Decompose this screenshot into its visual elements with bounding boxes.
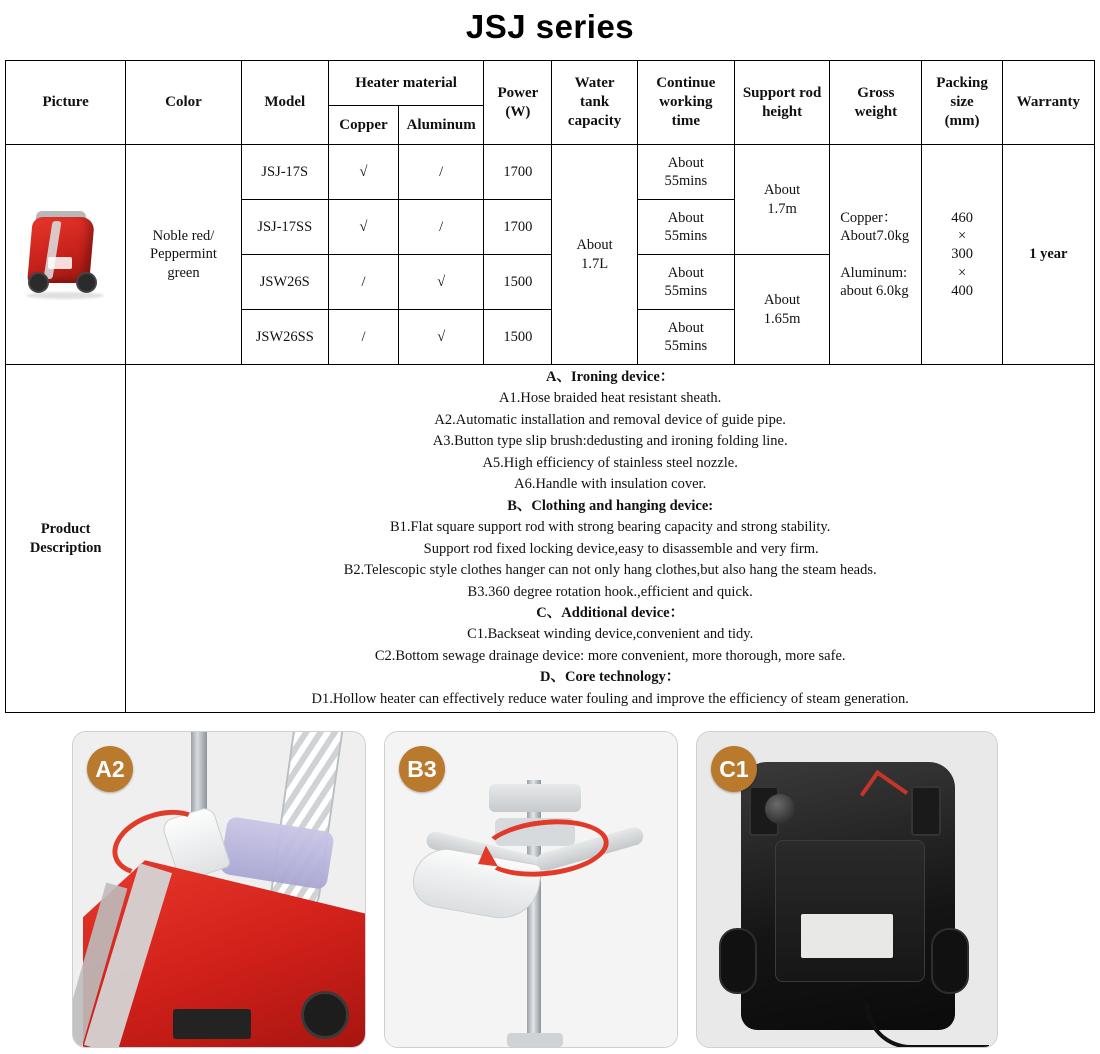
continue-line2: 55mins [664, 283, 708, 299]
aluminum-cell: √ [399, 310, 484, 365]
gross-weight-line1: Copper： [840, 210, 898, 227]
th-support-line2: height [762, 103, 803, 120]
th-aluminum: Aluminum [399, 106, 484, 145]
copper-cell: / [328, 255, 398, 310]
packing-line3: 300 [951, 246, 973, 263]
rod-base [507, 1033, 563, 1047]
th-model: Model [241, 61, 328, 145]
desc-line: A3.Button type slip brush:dedusting and ironing folding line. [432, 433, 788, 450]
desc-line: A6.Handle with insulation cover. [514, 476, 707, 493]
rating-label [801, 914, 893, 958]
continue-time-cell [637, 200, 734, 255]
copper-cell: √ [328, 200, 398, 255]
support-rod-cell [734, 145, 829, 255]
base-plate [775, 840, 925, 982]
steamer-wheel-left [28, 272, 49, 293]
desc-label-line1: Product [40, 520, 91, 537]
packing-line1: 460 [951, 210, 973, 227]
th-packing-line1: Packing [936, 75, 988, 92]
warranty-cell: 1 year [1002, 145, 1094, 365]
steamer-illustration [18, 209, 114, 301]
th-continue-line1: Continue [656, 75, 716, 92]
photo-c1 [696, 731, 998, 1048]
photo-b3 [384, 731, 678, 1048]
table-row [6, 145, 1095, 200]
aluminum-cell: / [399, 145, 484, 200]
th-water-line3: capacity [567, 112, 622, 129]
packing-line4: × [957, 264, 967, 281]
badge-a2: A2 [87, 746, 133, 792]
wheel-right [931, 928, 969, 994]
desc-line: B、Clothing and hanging device: [507, 497, 714, 514]
packing-line2: × [957, 228, 967, 245]
power-cell: 1500 [484, 310, 552, 365]
product-description-row [6, 365, 1095, 713]
desc-line: B2.Telescopic style clothes hanger can not only hang clothes,but also hang the steam heads. [343, 562, 877, 579]
desc-line: C1.Backseat winding device,convenient and tidy. [467, 626, 754, 643]
badge-c1: C1 [711, 746, 757, 792]
copper-cell: √ [328, 145, 398, 200]
photo-gallery [72, 731, 1100, 1048]
desc-line: Support rod fixed locking device,easy to disassemble and very firm. [423, 540, 819, 557]
color-cell [126, 145, 241, 365]
specification-table [5, 60, 1095, 713]
desc-line: A2.Automatic installation and removal device of guide pipe. [434, 411, 786, 428]
continue-line1: About [667, 264, 704, 281]
model-cell: JSJ-17SS [241, 200, 328, 255]
cord-clip-right [911, 786, 941, 836]
continue-line2: 55mins [664, 173, 708, 189]
aluminum-cell: √ [399, 255, 484, 310]
th-color: Color [126, 61, 241, 145]
th-water-tank-capacity [552, 61, 637, 145]
packing-size-cell [922, 145, 1002, 365]
th-power [484, 61, 552, 145]
product-description-label [6, 365, 126, 713]
continue-line1: About [667, 319, 704, 336]
gross-weight-line3: Aluminum: [840, 264, 908, 281]
th-continue-line2: working [659, 94, 713, 111]
model-cell: JSW26S [241, 255, 328, 310]
continue-time-cell [637, 145, 734, 200]
badge-b3: B3 [399, 746, 445, 792]
th-water-line2: tank [579, 94, 610, 111]
color-line2: Peppermint [150, 246, 217, 263]
steamer-wheel-right [76, 272, 97, 293]
support-rod-line2: 1.7m [767, 200, 797, 217]
water-tank-cell [552, 145, 637, 365]
page-title: JSJ series [465, 8, 635, 45]
th-packing-line3: (mm) [944, 112, 980, 129]
th-support-line1: Support rod [742, 84, 822, 101]
wheel [301, 991, 349, 1039]
desc-line: B3.360 degree rotation hook.,efficient and quick. [467, 583, 753, 600]
th-continue-working-time [637, 61, 734, 145]
support-rod-line1: About [763, 292, 801, 309]
wheel-left [719, 928, 757, 994]
th-support-rod-height [734, 61, 829, 145]
water-tank-line2: 1.7L [581, 255, 609, 272]
power-cell: 1700 [484, 200, 552, 255]
steamer-shadow [26, 292, 104, 299]
gross-weight-cell [830, 145, 922, 365]
desc-line: D1.Hollow heater can effectively reduce water fouling and improve the efficiency of steam generation. [311, 690, 909, 707]
continue-time-cell [637, 310, 734, 365]
th-packing-size [922, 61, 1002, 145]
th-power-line2: (W) [505, 103, 531, 120]
th-warranty: Warranty [1002, 61, 1094, 145]
desc-line: A1.Hose braided heat resistant sheath. [499, 390, 722, 407]
steamer-logo [48, 257, 72, 269]
support-rod-line1: About [763, 182, 801, 199]
gross-weight-line4: about 6.0kg [840, 282, 909, 299]
th-continue-line3: time [671, 112, 700, 129]
continue-time-cell [637, 255, 734, 310]
desc-line: B1.Flat square support rod with strong bearing capacity and strong stability. [389, 519, 831, 536]
continue-line1: About [667, 154, 704, 171]
th-picture: Picture [6, 61, 126, 145]
model-cell: JSJ-17S [241, 145, 328, 200]
desc-line: C、Additional device： [536, 604, 685, 621]
power-cell: 1500 [484, 255, 552, 310]
rod-top-head [489, 784, 581, 812]
th-power-line1: Power [497, 84, 539, 101]
th-copper: Copper [328, 106, 398, 145]
product-description-body [126, 365, 1095, 713]
th-heater-material: Heater material [328, 61, 483, 106]
th-water-line1: Water [574, 75, 615, 92]
support-rod-line2: 1.65m [763, 310, 801, 327]
color-line1: Noble red/ [152, 228, 215, 245]
power-cell: 1700 [484, 145, 552, 200]
continue-line2: 55mins [664, 338, 708, 354]
desc-label-line2: Description [29, 539, 102, 556]
support-rod-cell [734, 255, 829, 365]
th-gross-line1: Gross [857, 84, 895, 101]
th-gross-line2: weight [854, 103, 898, 120]
desc-line: D、Core technology： [540, 669, 681, 686]
desc-line: C2.Bottom sewage drainage device: more convenient, more thorough, more safe. [374, 647, 846, 664]
water-tank-line1: About [576, 237, 613, 254]
desc-line: A、Ironing device： [546, 369, 675, 385]
aluminum-cell: / [399, 200, 484, 255]
desc-line: A5.High efficiency of stainless steel nozzle. [482, 454, 738, 471]
copper-cell: / [328, 310, 398, 365]
gross-weight-line2: About7.0kg [840, 228, 910, 245]
product-picture-cell [6, 145, 126, 365]
brand-logo [173, 1009, 251, 1039]
continue-line2: 55mins [664, 228, 708, 244]
photo-a2 [72, 731, 366, 1048]
th-packing-line2: size [950, 94, 974, 111]
packing-line5: 400 [951, 282, 973, 299]
color-line3: green [167, 264, 200, 281]
model-cell: JSW26SS [241, 310, 328, 365]
th-gross-weight [830, 61, 922, 145]
continue-line1: About [667, 209, 704, 226]
